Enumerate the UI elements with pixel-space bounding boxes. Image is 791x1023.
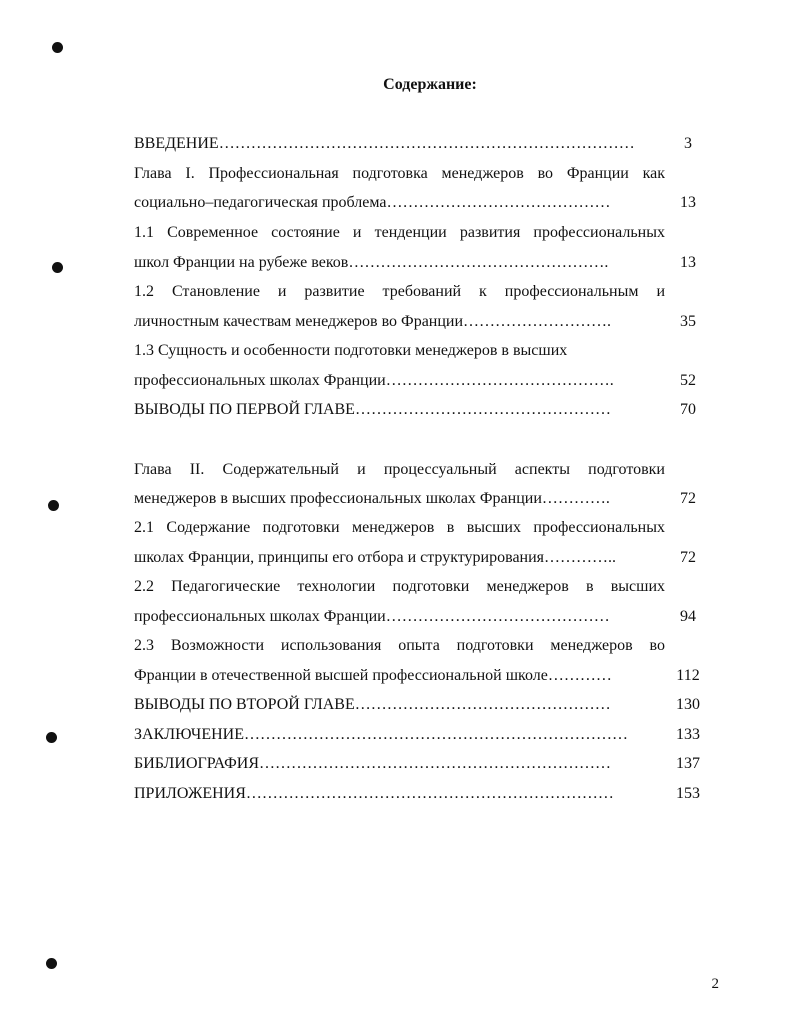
toc-line-bibliography: БИБЛИОГРАФИЯ………………………………………………………… — [134, 755, 612, 772]
toc-line-section-1-1: 1.1 Современное состояние и тенденции развития профессиональных — [134, 224, 665, 241]
toc-line-section-1-3: 1.3 Сущность и особенности подготовки менеджеров в высших — [134, 342, 568, 359]
toc-line-conclusions-chapter-1: ВЫВОДЫ ПО ПЕРВОЙ ГЛАВЕ………………………………………… — [134, 401, 611, 418]
toc-page-number: 3 — [684, 135, 692, 152]
toc-line-chapter-1-title-cont: социально–педагогическая проблема…………………………………… — [134, 194, 611, 211]
toc-page-number: 35 — [680, 313, 696, 330]
toc-page-number: 94 — [680, 608, 696, 625]
toc-line-section-2-2-cont: профессиональных школах Франции…………………………………… — [134, 608, 610, 625]
toc-line-conclusions-chapter-2: ВЫВОДЫ ПО ВТОРОЙ ГЛАВЕ………………………………………… — [134, 696, 611, 713]
toc-line-section-1-2: 1.2 Становление и развитие требований к профессиональным и — [134, 283, 665, 300]
toc-page-number: 130 — [676, 696, 700, 713]
toc-page-number: 112 — [676, 667, 700, 684]
toc-line-introduction: ВВЕДЕНИЕ…………………………………………………………………… — [134, 135, 635, 152]
toc-line-section-2-2: 2.2 Педагогические технологии подготовки менеджеров в высших — [134, 578, 665, 595]
punch-hole-icon — [48, 500, 59, 511]
toc-line-section-2-3-cont: Франции в отечественной высшей профессиональной школе………… — [134, 667, 612, 684]
toc-page-number: 72 — [680, 490, 696, 507]
toc-page-number: 153 — [676, 785, 700, 802]
contents-title: Содержание: — [383, 76, 477, 93]
toc-line-section-2-3: 2.3 Возможности использования опыта подготовки менеджеров во — [134, 637, 665, 654]
toc-line-chapter-2-title-cont: менеджеров в высших профессиональных школах Франции…………. — [134, 490, 610, 507]
toc-line-appendices: ПРИЛОЖЕНИЯ…………………………………………………………… — [134, 785, 614, 802]
toc-line-chapter-2-title: Глава II. Содержательный и процессуальный аспекты подготовки — [134, 461, 665, 478]
punch-hole-icon — [52, 42, 63, 53]
toc-line-section-1-2-cont: личностным качествам менеджеров во Франции………………………. — [134, 313, 612, 330]
toc-page-number: 133 — [676, 726, 700, 743]
toc-line-section-2-1: 2.1 Содержание подготовки менеджеров в высших профессиональных — [134, 519, 665, 536]
toc-page-number: 137 — [676, 755, 700, 772]
toc-line-section-1-3-cont: профессиональных школах Франции……………………………………. — [134, 372, 614, 389]
toc-line-section-1-1-cont: школ Франции на рубеже веков…………………………………………. — [134, 254, 609, 271]
punch-hole-icon — [46, 958, 57, 969]
punch-hole-icon — [46, 732, 57, 743]
toc-page-number: 13 — [680, 254, 696, 271]
toc-page-number: 72 — [680, 549, 696, 566]
toc-line-chapter-1-title: Глава I. Профессиональная подготовка менеджеров во Франции как — [134, 165, 665, 182]
toc-line-section-2-1-cont: школах Франции, принципы его отбора и структурирования………….. — [134, 549, 617, 566]
toc-page-number: 52 — [680, 372, 696, 389]
page-number: 2 — [711, 976, 719, 992]
toc-page-number: 13 — [680, 194, 696, 211]
toc-page-number: 70 — [680, 401, 696, 418]
punch-hole-icon — [52, 262, 63, 273]
toc-line-conclusion: ЗАКЛЮЧЕНИЕ……………………………………………………………… — [134, 726, 628, 743]
